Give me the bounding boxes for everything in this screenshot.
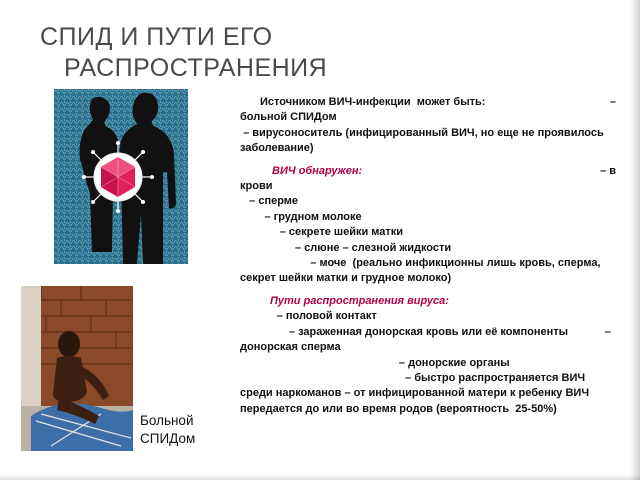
detection-line-4: – грудном молоке (240, 210, 362, 223)
virus-icon (82, 141, 154, 213)
source-paragraph (240, 95, 616, 157)
body-text (240, 95, 616, 424)
detection-heading: ВИЧ обнаружен: (272, 164, 363, 177)
slide-bottom-shadow (0, 474, 640, 480)
detection-line-6: – слюне – слезной жидкости (240, 241, 452, 254)
transmission-line-2: – половой контакт (240, 310, 377, 323)
source-line-3: – вирусоноситель (инфицированный ВИЧ, но еще не проявилось заболевание) (240, 126, 607, 155)
slide-title (40, 22, 327, 84)
detection-paragraph (240, 164, 616, 287)
caption-line-2: СПИДом (140, 431, 196, 446)
title-line-1: СПИД И ПУТИ ЕГО (40, 23, 273, 51)
transmission-line-4: – донорские органы (240, 356, 510, 369)
transmission-line-3: – зараженная донорская кровь или её компоненты – донорская сперма (240, 325, 614, 354)
slide-edge-shadow (630, 0, 640, 480)
detection-line-5: – секрете шейки матки (240, 226, 404, 239)
source-dash: – (609, 96, 616, 108)
source-lead: Источником ВИЧ-инфекции может быть: (260, 96, 486, 108)
detection-line-2: крови (240, 180, 273, 193)
silhouettes-with-virus-image (54, 89, 188, 264)
detection-line-7: – моче (реально инфикционны лишь кровь, сперма, секрет шейки матки и грудное молоко) (240, 257, 604, 285)
title-line-2: РАСПРОСТРАНЕНИЯ (64, 54, 328, 82)
patient-photo (21, 286, 133, 451)
patient-caption (140, 412, 195, 448)
transmission-line-5: – быстро распространяется ВИЧ среди наркоманов – от инфицированной матери к ребенку ВИЧ передается до или во время родов (вероятность 25-50%) (240, 371, 596, 415)
transmission-paragraph (240, 294, 616, 417)
transmission-heading: Пути распространения вируса: (270, 294, 449, 307)
source-line-2: больной СПИДом (240, 111, 337, 124)
caption-line-1: Больной (140, 413, 194, 428)
detection-after: – в (600, 164, 616, 177)
detection-line-3: – сперме (240, 195, 299, 208)
